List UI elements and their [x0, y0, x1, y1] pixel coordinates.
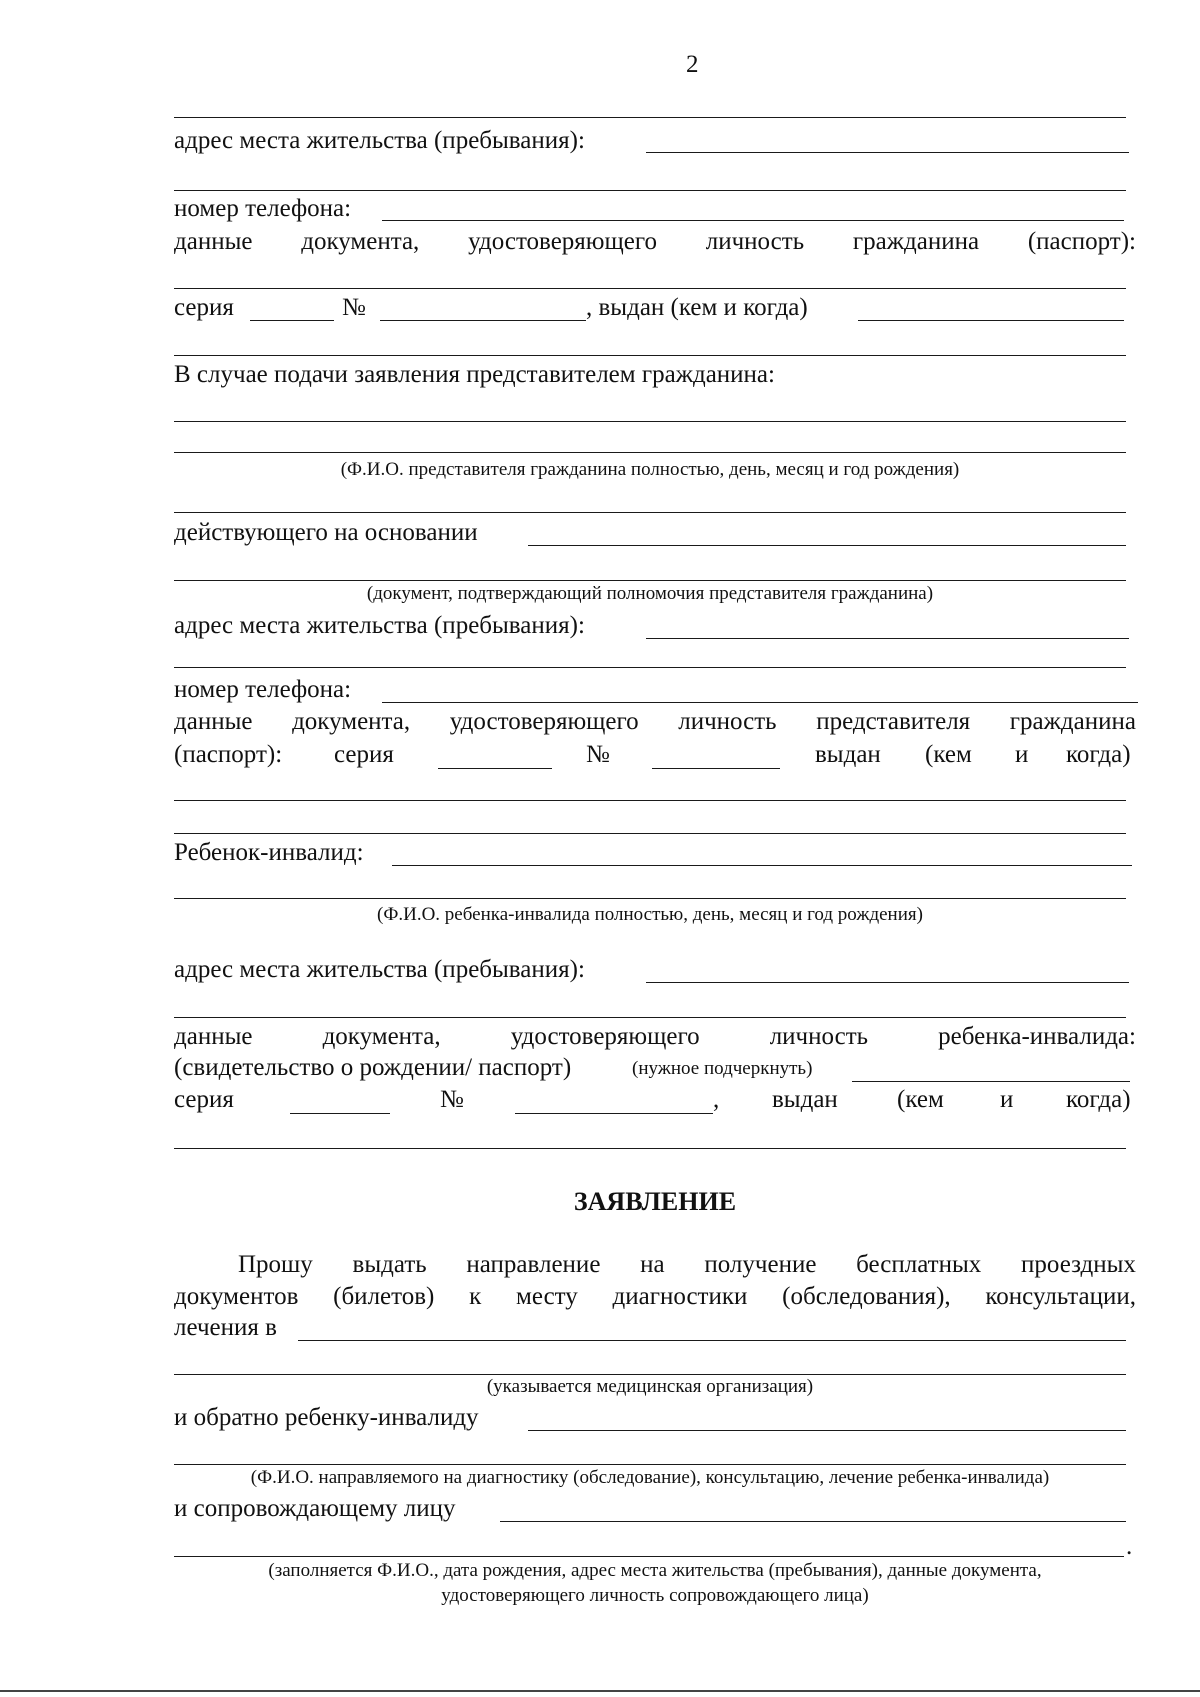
child-number-label: № [440, 1086, 464, 1113]
blank-line[interactable] [174, 355, 1126, 356]
child-number-field[interactable] [515, 1113, 713, 1114]
word: выдать [352, 1251, 427, 1278]
representative-series-field[interactable] [438, 768, 552, 769]
blank-line[interactable] [174, 580, 1126, 581]
word: месту [516, 1283, 578, 1310]
applicant-document-line [174, 227, 1136, 257]
representative-issued-word: выдан [815, 741, 881, 768]
representative-phone-field[interactable] [382, 702, 1138, 703]
word: документа, [292, 708, 411, 735]
companion-caption-line-1: (заполняется Ф.И.О., дата рождения, адрес места жительства (пребывания), данные документа, [268, 1560, 1042, 1581]
word: ребенка-инвалида: [938, 1023, 1136, 1050]
applicant-series-field[interactable] [250, 320, 334, 321]
word: гражданина [1009, 708, 1136, 735]
child-issued-word: выдан [772, 1086, 838, 1113]
representative-document-line [174, 707, 1136, 737]
word: удостоверяющего [510, 1023, 700, 1050]
representative-number-field[interactable] [652, 768, 780, 769]
representative-fio-caption: (Ф.И.О. представителя гражданина полностью, день, месяц и год рождения) [340, 459, 960, 480]
child-issued-word: (кем [897, 1086, 944, 1113]
word: документа, [322, 1023, 441, 1050]
statement-treatment-label: лечения в [174, 1314, 277, 1341]
word: документов [174, 1283, 299, 1310]
word: (обследования), [782, 1283, 951, 1310]
child-issued-field[interactable] [174, 1148, 1126, 1149]
word: удостоверяющего [468, 228, 657, 255]
applicant-series-label: серия [174, 294, 234, 321]
statement-companion-label: и сопровождающему лицу [174, 1495, 456, 1522]
companion-field[interactable] [500, 1521, 1126, 1522]
representative-passport-label: (паспорт): [174, 741, 283, 768]
word: Прошу [238, 1251, 313, 1278]
blank-line[interactable] [174, 667, 1126, 668]
child-cert-note: (нужное подчеркнуть) [632, 1058, 813, 1079]
page-bottom-edge [0, 1690, 1200, 1692]
statement-line-2 [174, 1282, 1136, 1312]
representative-phone-label: номер телефона: [174, 676, 352, 703]
medical-organization-caption: (указывается медицинская организация) [486, 1376, 814, 1397]
applicant-phone-label: номер телефона: [174, 195, 352, 222]
word: данные [174, 708, 253, 735]
word: направление [466, 1251, 601, 1278]
word: личность [769, 1023, 869, 1050]
child-fio-field[interactable] [174, 898, 1126, 899]
word: удостоверяющего [449, 708, 639, 735]
statement-return-label: и обратно ребенку-инвалиду [174, 1404, 479, 1431]
blank-line[interactable] [174, 117, 1126, 118]
blank-line[interactable] [174, 288, 1126, 289]
blank-line[interactable] [174, 833, 1126, 834]
applicant-issued-field[interactable] [858, 320, 1124, 321]
word: проездных [1021, 1251, 1136, 1278]
applicant-number-field[interactable] [380, 320, 586, 321]
representative-address-field[interactable] [646, 638, 1129, 639]
word: консультации, [985, 1283, 1136, 1310]
representative-basis-caption: (документ, подтверждающий полномочия представителя гражданина) [366, 583, 934, 604]
companion-field[interactable] [174, 1556, 1124, 1557]
representative-address-label: адрес места жительства (пребывания): [174, 612, 585, 639]
word: личность [678, 708, 777, 735]
child-issued-word: и [1000, 1086, 1014, 1113]
applicant-issued-label: , выдан (кем и когда) [586, 294, 808, 321]
companion-end-dot: . [1126, 1533, 1133, 1560]
blank-line[interactable] [174, 512, 1126, 513]
applicant-address-field[interactable] [646, 152, 1129, 153]
representative-intro: В случае подачи заявления представителем гражданина: [174, 361, 775, 388]
representative-number-label: № [586, 741, 610, 768]
representative-basis-field[interactable] [528, 545, 1126, 546]
word: бесплатных [856, 1251, 982, 1278]
word: (паспорт): [1027, 228, 1136, 255]
representative-issued-word: и [1015, 741, 1029, 768]
word: диагностики [612, 1283, 748, 1310]
child-name-field[interactable] [528, 1430, 1126, 1431]
child-label: Ребенок-инвалид: [174, 839, 364, 866]
statement-title: ЗАЯВЛЕНИЕ [573, 1187, 737, 1216]
statement-line-1 [238, 1250, 1136, 1280]
word: представителя [816, 708, 971, 735]
page-number: 2 [686, 51, 699, 78]
word: данные [174, 228, 253, 255]
medical-organization-field[interactable] [174, 1374, 1126, 1375]
child-fio-caption: (Ф.И.О. ребенка-инвалида полностью, день, месяц и год рождения) [377, 904, 923, 925]
child-series-field[interactable] [290, 1113, 390, 1114]
child-cert-field[interactable] [852, 1081, 1130, 1082]
word: на [640, 1251, 665, 1278]
blank-line[interactable] [174, 1017, 1126, 1018]
companion-caption-line-2: удостоверяющего личность сопровождающего лица) [441, 1585, 869, 1606]
representative-issued-word: (кем [925, 741, 972, 768]
child-address-label: адрес места жительства (пребывания): [174, 956, 585, 983]
word: личность [705, 228, 805, 255]
child-cert-label: (свидетельство о рождении/ паспорт) [174, 1054, 572, 1081]
word: к [469, 1283, 482, 1310]
applicant-number-label: № [342, 294, 366, 321]
child-series-label: серия [174, 1086, 234, 1113]
applicant-phone-field[interactable] [382, 220, 1124, 221]
child-comma: , [713, 1086, 720, 1113]
representative-issued-field[interactable] [174, 800, 1126, 801]
word: (билетов) [333, 1283, 435, 1310]
child-name-field[interactable] [174, 1464, 1126, 1465]
child-fio-field[interactable] [392, 865, 1132, 866]
word: гражданина [852, 228, 980, 255]
representative-issued-word: когда) [1066, 741, 1131, 768]
word: документа, [301, 228, 420, 255]
child-document-line [174, 1022, 1136, 1052]
blank-line[interactable] [174, 190, 1126, 191]
applicant-address-label: адрес места жительства (пребывания): [174, 127, 585, 154]
medical-organization-field[interactable] [298, 1340, 1126, 1341]
child-name-caption: (Ф.И.О. направляемого на диагностику (обследование), консультацию, лечение ребенка-инвалида) [250, 1467, 1050, 1488]
representative-series-label: серия [334, 741, 394, 768]
child-address-field[interactable] [646, 982, 1129, 983]
representative-fio-field[interactable] [174, 421, 1126, 422]
word: получение [704, 1251, 817, 1278]
representative-fio-field[interactable] [174, 452, 1126, 453]
word: данные [174, 1023, 253, 1050]
representative-basis-label: действующего на основании [174, 519, 478, 546]
child-issued-word: когда) [1066, 1086, 1131, 1113]
